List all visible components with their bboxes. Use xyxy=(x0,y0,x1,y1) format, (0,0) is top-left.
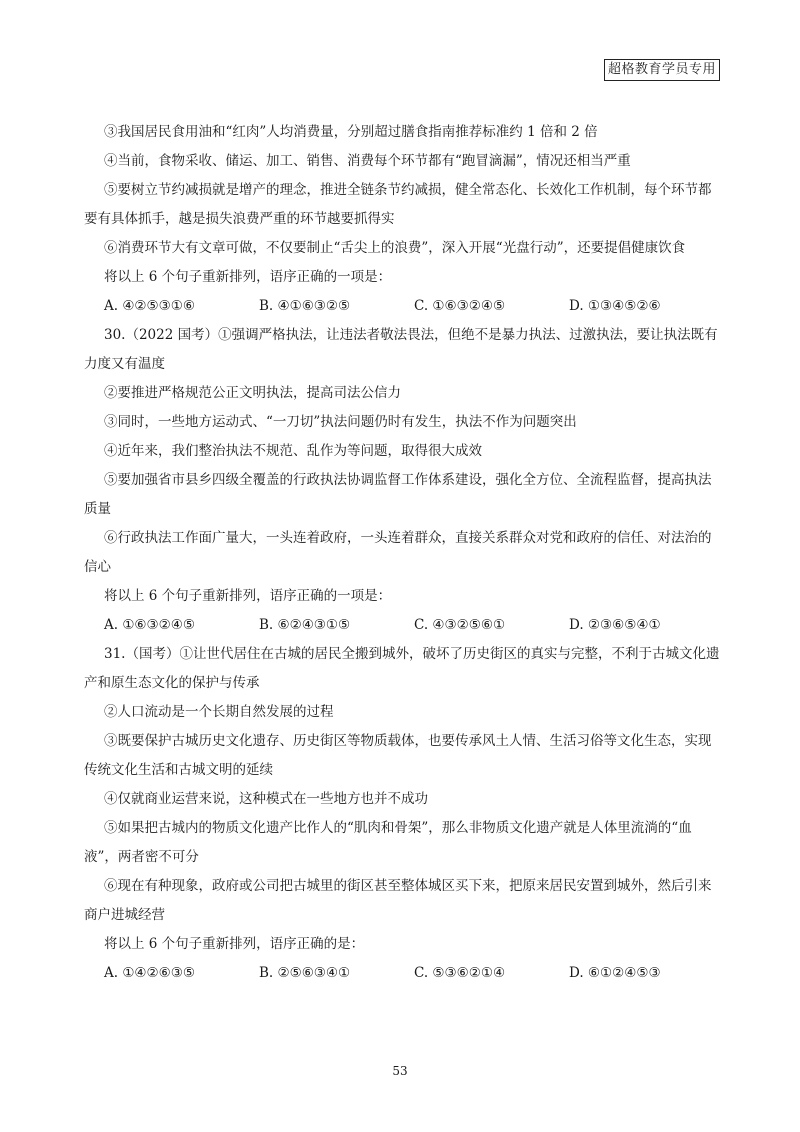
sentence-6: ⑥消费环节大有文章可做，不仅要制止“舌尖上的浪费”，深入开展“光盘行动”，还要提倡健康饮食 xyxy=(104,240,686,256)
question-prompt: 将以上 6 个句子重新排列，语序正确的一项是： xyxy=(104,588,392,604)
question-29-tail xyxy=(84,118,724,321)
sentence-2: ②要推进严格规范公正文明执法，提高司法公信力 xyxy=(104,385,401,401)
option-b: B. ②⑤⑥③④① xyxy=(259,965,351,981)
sentence-3: ③我国居民食用油和“红肉”人均消费量，分别超过膳食指南推荐标准约 1 倍和 2 倍 xyxy=(104,124,598,140)
options-row xyxy=(104,611,724,640)
option-b: B. ⑥②④③①⑤ xyxy=(259,617,351,633)
question-prompt: 将以上 6 个句子重新排列，语序正确的一项是： xyxy=(104,269,392,285)
sentence-3: ③既要保护古城历史文化遗存、历史街区等物质载体，也要传承风土人情、生活习俗等文化生态，实现传统文化生活和古城文明的延续 xyxy=(84,733,712,778)
option-a: A. ①⑥③②④⑤ xyxy=(104,617,195,633)
sentence-5: ⑤要树立节约减损就是增产的理念，推进全链条节约减损，健全常态化、长效化工作机制，每个环节都要有具体抓手，越是损失浪费严重的环节越要抓得实 xyxy=(84,182,712,227)
sentence-6: ⑥行政执法工作面广量大，一头连着政府，一头连着群众，直接关系群众对党和政府的信任、对法治的信心 xyxy=(84,530,712,575)
option-d: D. ②③⑥⑤④① xyxy=(569,617,661,633)
question-30 xyxy=(84,321,724,640)
sentence-6: ⑥现在有种现象，政府或公司把古城里的街区甚至整体城区买下来，把原来居民安置到城外，然后引来商户进城经营 xyxy=(84,878,712,923)
option-c: C. ④③②⑤⑥① xyxy=(414,617,506,633)
sentence-3: ③同时，一些地方运动式、“一刀切”执法问题仍时有发生，执法不作为问题突出 xyxy=(104,414,577,430)
option-a: A. ④②⑤③①⑥ xyxy=(104,298,195,314)
question-prompt: 将以上 6 个句子重新排列，语序正确的是： xyxy=(104,936,365,952)
option-b: B. ④①⑥③②⑤ xyxy=(259,298,351,314)
page-number: 53 xyxy=(392,1064,408,1078)
question-lead: 31.（国考）①让世代居住在古城的居民全搬到城外，破坏了历史街区的真实与完整，不利于古城文化遗产和原生态文化的保护与传承 xyxy=(84,646,720,691)
option-d: D. ⑥①②④⑤③ xyxy=(569,965,661,981)
option-d: D. ①③④⑤②⑥ xyxy=(569,298,661,314)
sentence-4: ④当前，食物采收、储运、加工、销售、消费每个环节都有“跑冒滴漏”，情况还相当严重 xyxy=(104,153,631,169)
question-lead: 30.（2022 国考）①强调严格执法，让违法者敬法畏法，但绝不是暴力执法、过激执法，要让执法既有力度又有温度 xyxy=(84,327,718,372)
sentence-2: ②人口流动是一个长期自然发展的过程 xyxy=(104,704,334,720)
student-only-badge: 超格教育学员专用 xyxy=(604,59,720,81)
sentence-4: ④仅就商业运营来说，这种模式在一些地方也并不成功 xyxy=(104,791,428,807)
option-c: C. ①⑥③②④⑤ xyxy=(414,298,506,314)
question-31 xyxy=(84,640,724,988)
sentence-4: ④近年来，我们整治执法不规范、乱作为等问题，取得很大成效 xyxy=(104,443,482,459)
options-row xyxy=(104,292,724,321)
option-a: A. ①④②⑥③⑤ xyxy=(104,965,195,981)
options-row xyxy=(104,959,724,988)
sentence-5: ⑤要加强省市县乡四级全覆盖的行政执法协调监督工作体系建设，强化全方位、全流程监督，提高执法质量 xyxy=(84,472,712,517)
document-body xyxy=(84,118,724,988)
option-c: C. ⑤③⑥②①④ xyxy=(414,965,506,981)
sentence-5: ⑤如果把古城内的物质文化遗产比作人的“肌肉和骨架”，那么非物质文化遗产就是人体里流淌的“血液”，两者密不可分 xyxy=(84,820,692,865)
